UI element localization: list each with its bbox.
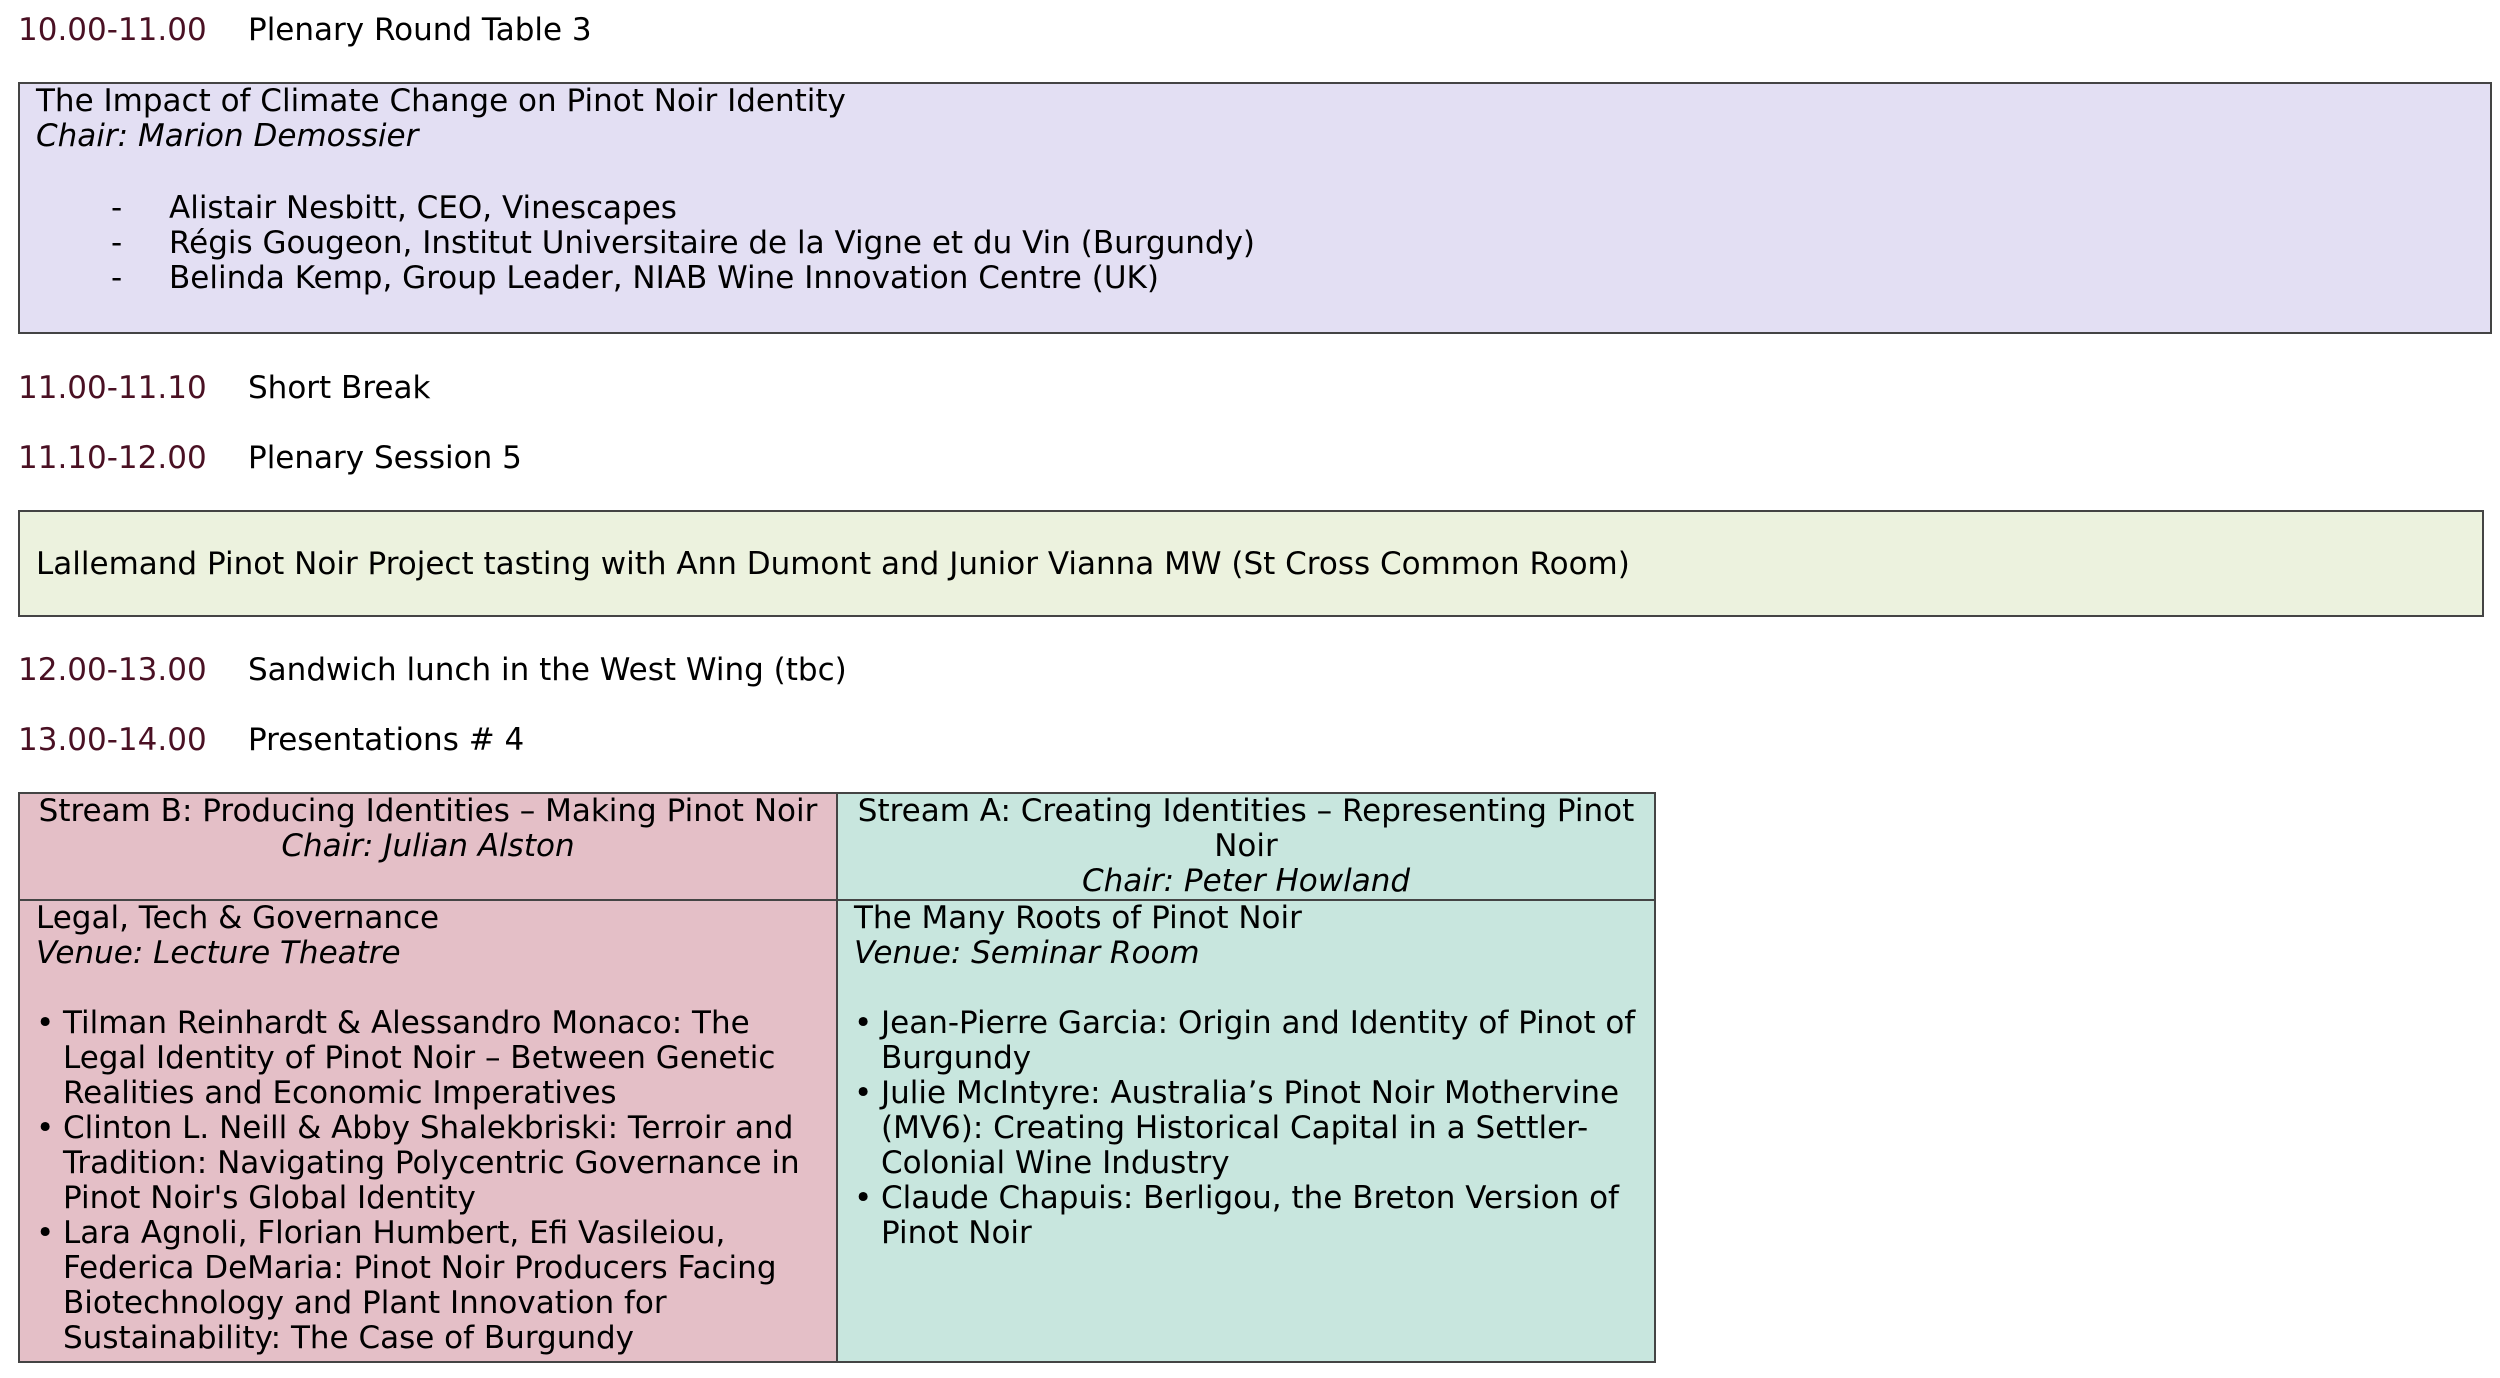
time-slot: 10.00-11.00 (18, 12, 207, 48)
dash-marker: - (111, 225, 123, 261)
streams-table (18, 792, 1656, 1363)
bullet-marker: • (854, 1180, 873, 1216)
talk-item (854, 1181, 1638, 1251)
track-venue: Venue: Lecture Theatre (36, 935, 401, 971)
session-title: The Impact of Climate Change on Pinot Noir Identity (36, 83, 846, 119)
streams-header-row (19, 793, 1655, 900)
plenary-round-table-box (18, 82, 2492, 334)
bullet-marker: • (854, 1005, 873, 1041)
bullet-marker: • (854, 1075, 873, 1111)
dash-marker: - (111, 260, 123, 296)
speaker-name: Alistair Nesbitt, CEO, Vinescapes (169, 190, 677, 226)
talk-item (36, 1216, 820, 1356)
schedule-row-plenary-session (18, 436, 522, 480)
talk-item (854, 1076, 1638, 1181)
stream-b-content (19, 900, 837, 1362)
speaker-name: Régis Gougeon, Institut Universitaire de la Vigne et du Vin (Burgundy) (169, 225, 1256, 261)
talk-list (36, 1006, 820, 1356)
stream-a-header (837, 793, 1655, 900)
time-slot: 11.00-11.10 (18, 370, 207, 406)
time-slot: 12.00-13.00 (18, 652, 207, 688)
time-slot: 11.10-12.00 (18, 440, 207, 476)
session-label: Sandwich lunch in the West Wing (tbc) (248, 652, 847, 688)
talk-item (36, 1111, 820, 1216)
stream-chair: Chair: Peter Howland (1081, 863, 1411, 899)
bullet-marker: • (36, 1005, 55, 1041)
speaker-list (111, 191, 2474, 296)
stream-chair: Chair: Julian Alston (281, 828, 575, 864)
speaker-item (111, 191, 2474, 226)
track-title: The Many Roots of Pinot Noir (854, 900, 1302, 936)
talk-item (36, 1006, 820, 1111)
bullet-marker: • (36, 1215, 55, 1251)
streams-body-row (19, 900, 1655, 1362)
session-chair: Chair: Marion Demossier (36, 118, 419, 154)
talk-text: Lara Agnoli, Florian Humbert, Efi Vasileiou, Federica DeMaria: Pinot Noir Producers Facing Biotechnology and Plant Innovation for Sustainability: The Case of Burgundy (63, 1215, 777, 1356)
tasting-text: Lallemand Pinot Noir Project tasting with Ann Dumont and Junior Vianna MW (St Cross Common Room) (36, 546, 1630, 582)
bullet-marker: • (36, 1110, 55, 1146)
session-label: Short Break (248, 370, 431, 406)
talk-text: Tilman Reinhardt & Alessandro Monaco: The Legal Identity of Pinot Noir – Between Genetic Realities and Economic Imperatives (63, 1005, 776, 1111)
stream-b-header (19, 793, 837, 900)
speaker-item (111, 261, 2474, 296)
session-label: Plenary Session 5 (248, 440, 522, 476)
dash-marker: - (111, 190, 123, 226)
track-title: Legal, Tech & Governance (36, 900, 440, 936)
talk-text: Jean-Pierre Garcia: Origin and Identity of Pinot of Burgundy (881, 1005, 1636, 1076)
speaker-name: Belinda Kemp, Group Leader, NIAB Wine Innovation Centre (UK) (169, 260, 1159, 296)
session-label: Presentations # 4 (248, 722, 525, 758)
stream-title: Stream B: Producing Identities – Making Pinot Noir (38, 793, 818, 829)
talk-list (854, 1006, 1638, 1251)
speaker-item (111, 226, 2474, 261)
talk-text: Claude Chapuis: Berligou, the Breton Version of Pinot Noir (881, 1180, 1619, 1251)
time-slot: 13.00-14.00 (18, 722, 207, 758)
tasting-box (18, 510, 2484, 617)
talk-text: Julie McIntyre: Australia’s Pinot Noir Mothervine (MV6): Creating Historical Capital in a Settler-Colonial Wine Industry (881, 1075, 1620, 1181)
session-label: Plenary Round Table 3 (248, 12, 592, 48)
talk-text: Clinton L. Neill & Abby Shalekbriski: Terroir and Tradition: Navigating Polycentric Governance in Pinot Noir's Global Identity (63, 1110, 800, 1216)
stream-a-content (837, 900, 1655, 1362)
talk-item (854, 1006, 1638, 1076)
schedule-row-plenary-round-table (18, 8, 592, 52)
track-venue: Venue: Seminar Room (854, 935, 1200, 971)
schedule-row-short-break (18, 366, 430, 410)
schedule-row-presentations (18, 718, 524, 762)
stream-title: Stream A: Creating Identities – Representing Pinot Noir (857, 793, 1635, 864)
schedule-row-lunch (18, 648, 847, 692)
